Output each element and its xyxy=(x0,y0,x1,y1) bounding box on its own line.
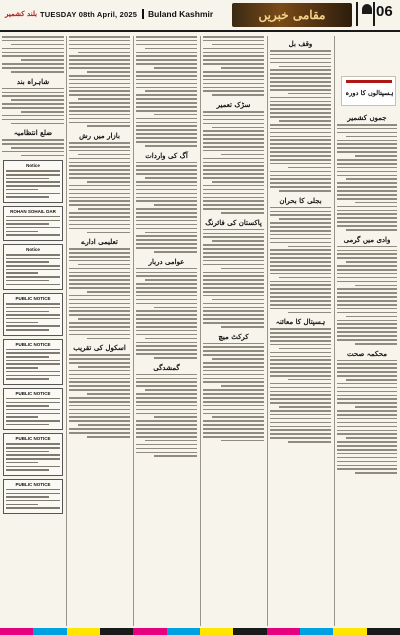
paper-name: Buland Kashmir xyxy=(142,9,213,19)
color-swatch xyxy=(167,628,200,635)
column-2 xyxy=(270,36,331,626)
story-headline: سڑک تعمیر xyxy=(216,99,251,109)
issue-date: TUESDAY 08th April, 2025 xyxy=(40,10,138,19)
news-story xyxy=(69,343,130,437)
news-story xyxy=(136,151,197,253)
story-headline: ضلع انتظامیہ xyxy=(13,128,53,138)
news-story xyxy=(203,36,264,96)
news-story xyxy=(2,128,64,156)
column-4 xyxy=(136,36,197,626)
news-story xyxy=(203,332,264,442)
notice-title: PUBLIC NOTICE xyxy=(15,436,51,442)
story-headline: شاہراہ بند xyxy=(16,76,50,86)
classified-notice xyxy=(3,160,63,203)
classified-notice xyxy=(3,388,63,431)
news-story xyxy=(69,131,130,233)
section-title: مقامی خبریں xyxy=(232,3,352,27)
classified-notice xyxy=(3,206,63,241)
column-6-notices xyxy=(2,36,64,626)
news-story xyxy=(337,349,397,474)
story-headline: تعلیمی ادارے xyxy=(81,237,118,247)
notice-title: PUBLIC NOTICE xyxy=(15,481,51,487)
brand-logo: بلند کشمیر xyxy=(5,9,38,18)
story-headline: بازار میں رش xyxy=(79,131,120,141)
column-rule xyxy=(200,36,201,626)
news-story xyxy=(270,196,331,314)
notice-title: PUBLIC NOTICE xyxy=(15,390,51,396)
column-rule xyxy=(133,36,134,626)
news-story xyxy=(270,317,331,442)
story-headline: وادی میں گرمی xyxy=(343,234,391,244)
news-story xyxy=(203,100,264,214)
minaret-icon xyxy=(373,2,375,26)
color-swatch xyxy=(333,628,366,635)
news-story xyxy=(337,235,397,345)
story-headline: جموں کشمیر xyxy=(347,113,387,122)
masthead xyxy=(0,0,400,32)
news-story xyxy=(69,36,130,127)
story-headline: محکمہ صحت xyxy=(346,348,388,358)
banner-label: ہسپتالوں کا دورہ xyxy=(345,89,394,97)
classified-notice xyxy=(3,244,63,290)
notice-title: Notice xyxy=(26,247,40,252)
story-headline: پاکستان کی فائرنگ xyxy=(205,217,262,227)
news-story xyxy=(69,237,130,339)
color-swatch xyxy=(33,628,66,635)
classified-notice xyxy=(3,339,63,385)
color-swatch xyxy=(100,628,133,635)
page-number: 06 xyxy=(376,3,393,20)
color-swatch xyxy=(233,628,266,635)
column-rule xyxy=(267,36,268,626)
news-story xyxy=(2,36,64,73)
notice-title: Notice xyxy=(26,163,40,169)
story-headline: گمشدگی xyxy=(153,362,180,372)
column-5 xyxy=(69,36,130,626)
registration-color-strip xyxy=(0,628,400,635)
story-headline: عوامی دربار xyxy=(148,256,185,266)
section-banner xyxy=(341,76,396,106)
news-story xyxy=(136,257,197,359)
column-rule xyxy=(66,36,67,626)
classified-notice xyxy=(3,293,63,336)
classified-notice xyxy=(3,433,63,476)
notice-title: PUBLIC NOTICE xyxy=(15,296,51,302)
column-3 xyxy=(203,36,264,626)
minaret-icon xyxy=(356,2,358,26)
news-story xyxy=(136,363,197,457)
news-story xyxy=(136,36,197,147)
mosque-dome-icon xyxy=(362,4,372,14)
notice-title: PUBLIC NOTICE xyxy=(15,341,51,347)
color-swatch xyxy=(200,628,233,635)
color-swatch xyxy=(300,628,333,635)
news-story xyxy=(203,218,264,328)
story-headline: کرکٹ میچ xyxy=(218,331,249,341)
banner-accent xyxy=(346,80,392,83)
notice-title: ROHAN SOHAIL DAR xyxy=(10,208,56,214)
column-rule xyxy=(334,36,335,626)
color-swatch xyxy=(367,628,400,635)
news-story xyxy=(2,77,64,125)
color-swatch xyxy=(133,628,166,635)
color-swatch xyxy=(267,628,300,635)
story-headline: ہسپتال کا معائنہ xyxy=(275,317,326,327)
story-headline: آگ کی واردات xyxy=(145,150,188,160)
color-swatch xyxy=(67,628,100,635)
news-story xyxy=(270,39,331,192)
news-story xyxy=(337,113,397,231)
story-headline: اسکول کی تقریب xyxy=(73,343,126,353)
classified-notice xyxy=(3,479,63,514)
color-swatch xyxy=(0,628,33,635)
story-headline: بجلی کا بحران xyxy=(279,195,322,205)
column-1 xyxy=(337,110,397,626)
story-headline: وقف بل xyxy=(288,39,313,48)
